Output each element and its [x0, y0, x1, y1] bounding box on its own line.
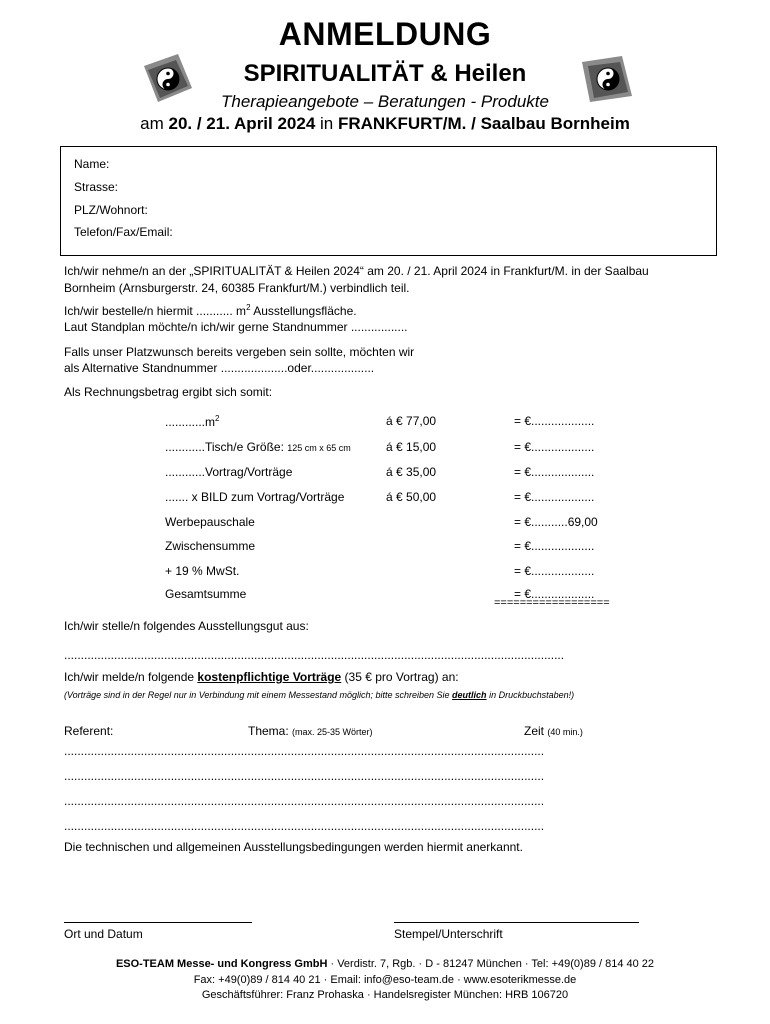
- thema-header: Thema: (max. 25-35 Wörter): [248, 724, 373, 738]
- name-field-label[interactable]: Name:: [74, 157, 110, 171]
- place-date-label: Ort und Datum: [64, 927, 143, 941]
- date-signature-line[interactable]: [64, 922, 252, 923]
- calc-intro: Als Rechnungsbetrag ergibt sich somit:: [64, 385, 273, 399]
- stamp-signature-label: Stempel/Unterschrift: [394, 927, 503, 941]
- lectures-line: [64, 670, 459, 684]
- exhibit-input-line[interactable]: ......................................................................................................................................................: [64, 648, 565, 662]
- event-dates: 20. / 21. April 2024: [168, 114, 316, 133]
- lectures-c: (35 € pro Vortrag) an:: [341, 670, 459, 684]
- lecture-input-line-4[interactable]: ................................................................................................................................................: [64, 819, 545, 833]
- address-box: [60, 146, 717, 256]
- event-tagline: Therapieangebote – Beratungen - Produkte: [221, 92, 549, 111]
- price-unit: á € 77,00: [386, 414, 437, 428]
- city-field-label[interactable]: PLZ/Wohnort:: [74, 203, 148, 217]
- price-result[interactable]: = €...................: [514, 440, 595, 454]
- alternative-line-1: Falls unser Platzwunsch bereits vergeben sein sollte, möchten wir: [64, 345, 415, 359]
- price-unit: á € 15,00: [386, 440, 437, 454]
- price-result[interactable]: = €...................: [514, 587, 595, 601]
- lecture-input-line-2[interactable]: ................................................................................................................................................: [64, 769, 545, 783]
- price-result[interactable]: = €...................: [514, 539, 595, 553]
- standplan-line: Laut Standplan möchte/n ich/wir gerne Standnummer .................: [64, 320, 408, 334]
- intro-line-2: Bornheim (Arnsburgerstr. 24, 60385 Frankfurt/M.) verbindlich teil.: [64, 281, 410, 295]
- price-result[interactable]: = €...................: [514, 414, 595, 428]
- zeit-header: Zeit (40 min.): [524, 724, 583, 738]
- footer-address: · Verdistr. 7, Rgb. · D - 81247 München · Tel: +49(0)89 / 814 40 22: [327, 958, 655, 970]
- lectures-b: kostenpflichtige Vorträge: [197, 670, 342, 684]
- referent-header: Referent:: [64, 724, 114, 738]
- footer-line-2: Fax: +49(0)89 / 814 40 21 · Email: info@eso-team.de · www.esoterikmesse.de: [193, 974, 577, 986]
- lectures-note-a: (Vorträge sind in der Regel nur in Verbindung mit einem Messestand möglich; bitte schreiben Sie: [64, 690, 453, 700]
- price-item: $............m^2$: [165, 414, 220, 429]
- event-location: FRANKFURT/M. / Saalbau Bornheim: [337, 114, 630, 133]
- price-unit: á € 35,00: [386, 465, 437, 479]
- price-item: ............Vortrag/Vorträge: [165, 465, 293, 479]
- price-result[interactable]: = €...................: [514, 465, 595, 479]
- price-unit: á € 50,00: [386, 490, 437, 504]
- yin-yang-logo-left: [138, 52, 196, 104]
- stamp-signature-line[interactable]: [394, 922, 639, 923]
- event-name: SPIRITUALITÄT & Heilen: [243, 60, 527, 87]
- terms-text: Die technischen und allgemeinen Ausstellungsbedingungen werden hiermit anerkannt.: [64, 840, 523, 854]
- price-item: Zwischensumme: [165, 539, 256, 553]
- lectures-note-b: deutlich: [452, 690, 487, 700]
- alternative-line-2: als Alternative Standnummer ....................oder...................: [64, 361, 375, 375]
- order-area-line: [64, 303, 357, 318]
- contact-field-label[interactable]: Telefon/Fax/Email:: [74, 225, 173, 239]
- footer-company: ESO-TEAM Messe- und Kongress GmbH: [115, 958, 328, 970]
- price-result: = €...........69,00: [514, 515, 598, 529]
- street-field-label[interactable]: Strasse:: [74, 180, 119, 194]
- lecture-input-line-1[interactable]: ................................................................................................................................................: [64, 744, 545, 758]
- order-area-sup: 2: [246, 303, 251, 312]
- footer-line-3: Geschäftsführer: Franz Prohaska · Handelsregister München: HRB 106720: [201, 989, 569, 1001]
- price-result[interactable]: = €...................: [514, 490, 595, 504]
- price-result[interactable]: = €...................: [514, 564, 595, 578]
- intro-line-1: Ich/wir nehme/n an der „SPIRITUALITÄT & Heilen 2024“ am 20. / 21. April 2024 in Frankfurt/M. in der Saalbau: [64, 264, 649, 278]
- document-title: ANMELDUNG: [278, 16, 492, 52]
- event-date-location: [0, 114, 770, 134]
- lecture-input-line-3[interactable]: ................................................................................................................................................: [64, 794, 545, 808]
- footer-line-1: [0, 958, 770, 970]
- lectures-note: [64, 690, 574, 700]
- event-prefix: am: [140, 114, 169, 133]
- exhibit-label: Ich/wir stelle/n folgendes Ausstellungsgut aus:: [64, 619, 309, 633]
- lectures-note-c: in Druckbuchstaben!): [486, 690, 575, 700]
- order-area-b: Ausstellungsfläche.: [250, 304, 357, 318]
- event-in: in: [315, 114, 338, 133]
- total-double-underline: ==================: [494, 597, 610, 609]
- price-item: ............Tisch/e Größe: 125 cm x 65 cm: [165, 440, 351, 454]
- yin-yang-logo-right: [578, 52, 636, 104]
- lectures-a: Ich/wir melde/n folgende: [64, 670, 198, 684]
- price-item: + 19 % MwSt.: [165, 564, 240, 578]
- order-area-a: Ich/wir bestelle/n hiermit ........... m: [64, 304, 247, 318]
- price-item: Werbepauschale: [165, 515, 255, 529]
- price-item: ....... x BILD zum Vortrag/Vorträge: [165, 490, 345, 504]
- price-item: Gesamtsumme: [165, 587, 247, 601]
